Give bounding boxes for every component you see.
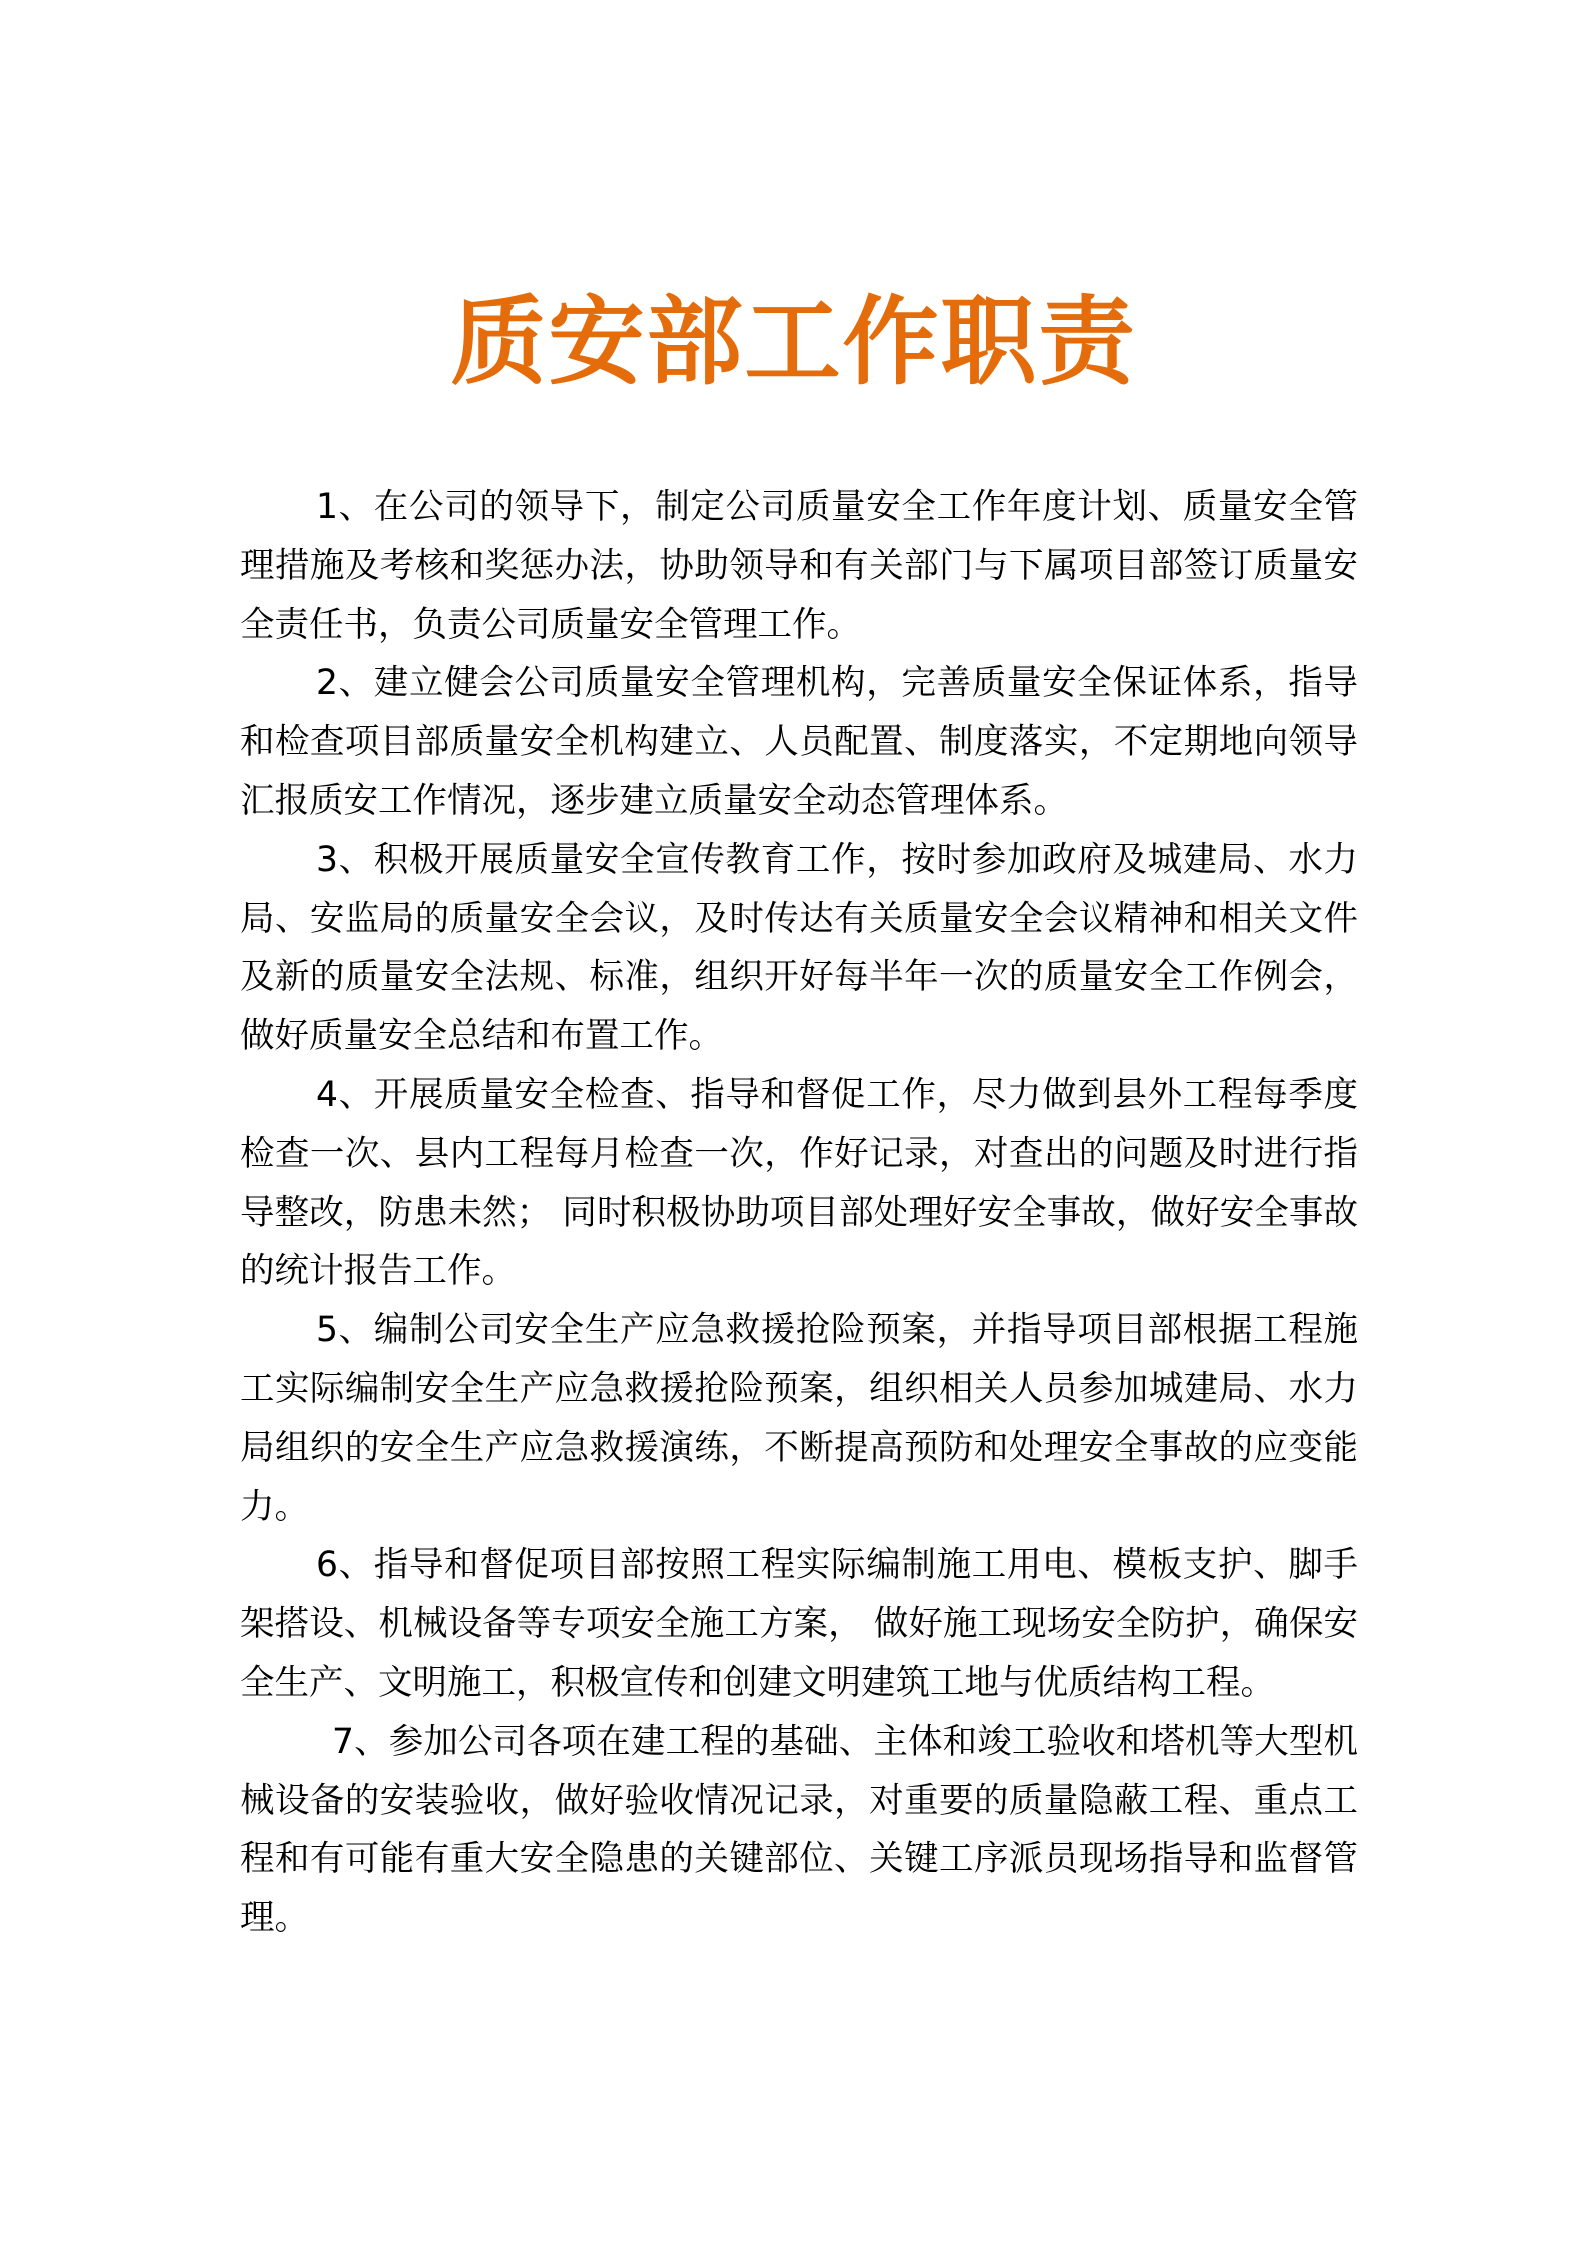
paragraph-7: 7、参加公司各项在建工程的基础、主体和竣工验收和塔机等大型机械设备的安装验收，做好验收情况记录，对重要的质量隐蔽工程、重点工程和有可能有重大安全隐患的关键部位、关键工序派员现场指导和监督管理。 bbox=[240, 1721, 1358, 1939]
paragraph-5: 5、编制公司安全生产应急救援抢险预案，并指导项目部根据工程施工实际编制安全生产应急救援抢险预案，组织相关人员参加城建局、水力局组织的安全生产应急救援演练，不断提高预防和处理安全事故的应变能力。 bbox=[240, 1310, 1358, 1527]
paragraph-2: 2、建立健会公司质量安全管理机构，完善质量安全保证体系，指导和检查项目部质量安全机构建立、人员配置、制度落实，不定期地向领导汇报质安工作情况，逐步建立质量安全动态管理体系。 bbox=[240, 663, 1358, 821]
paragraph-4: 4、开展质量安全检查、指导和督促工作，尽力做到县外工程每季度检查一次、县内工程每月检查一次，作好记录，对查出的问题及时进行指导整改，防患未然； 同时积极协助项目部处理好安全事故，做好安全事故的统计报告工作。 bbox=[240, 1074, 1358, 1292]
paragraph-1: 1、在公司的领导下，制定公司质量安全工作年度计划、质量安全管理措施及考核和奖惩办法，协助领导和有关部门与下属项目部签订质量安全责任书，负责公司质量安全管理工作。 bbox=[240, 487, 1358, 645]
paragraph-6: 6、指导和督促项目部按照工程实际编制施工用电、模板支护、脚手架搭设、机械设备等专项安全施工方案， 做好施工现场安全防护，确保安全生产、文明施工，积极宣传和创建文明建筑工地与优质结构工程。 bbox=[240, 1545, 1358, 1703]
document-body bbox=[240, 478, 1358, 1948]
paragraph-3: 3、积极开展质量安全宣传教育工作，按时参加政府及城建局、水力局、安监局的质量安全会议，及时传达有关质量安全会议精神和相关文件及新的质量安全法规、标准，组织开好每半年一次的质量安全工作例会，做好质量安全总结和布置工作。 bbox=[240, 839, 1358, 1057]
document-title: 质安部工作职责 bbox=[450, 286, 1137, 398]
